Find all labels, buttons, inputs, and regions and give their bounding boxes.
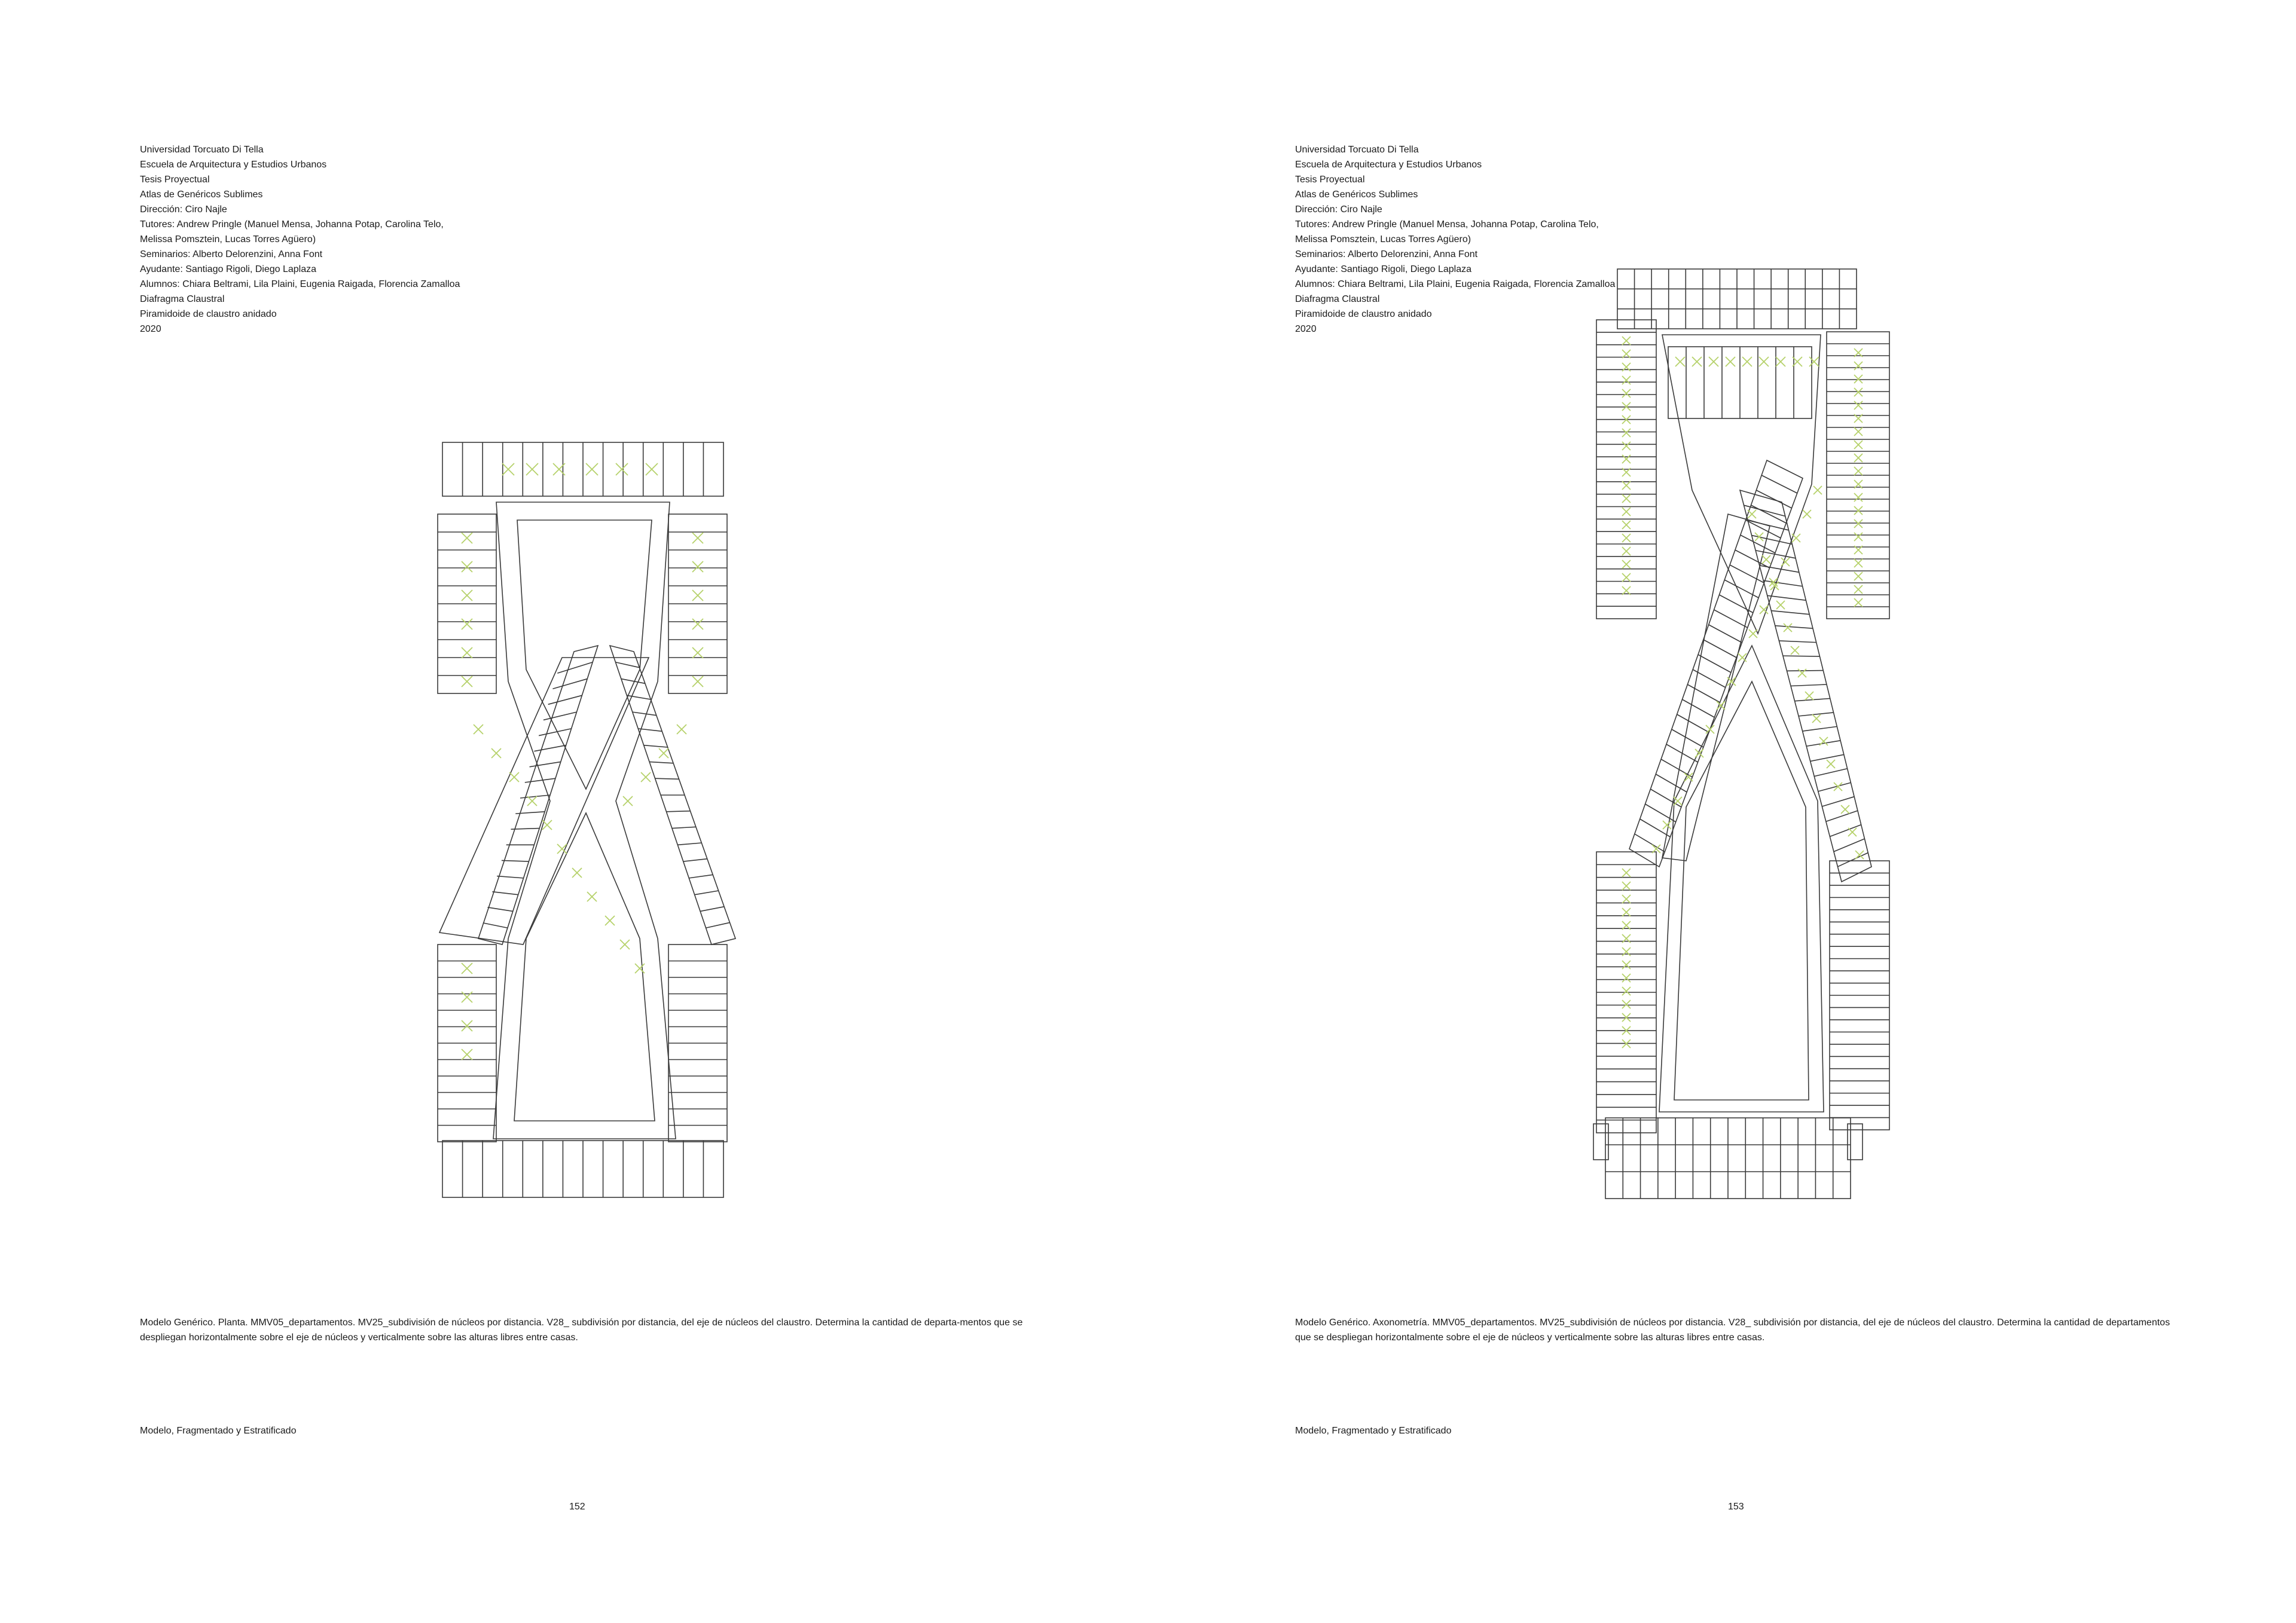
plan-grid [438, 442, 730, 1197]
credit-line: Alumnos: Chiara Beltrami, Lila Plaini, Eugenia Raigada, Florencia Zamalloa [140, 279, 460, 289]
axonometric-drawing [1578, 263, 1889, 1219]
credits-block [140, 142, 523, 337]
credit-line: Escuela de Arquitectura y Estudios Urbanos [140, 160, 327, 170]
credit-line: 2020 [140, 324, 161, 334]
credit-line: Seminarios: Alberto Delorenzini, Anna Font [140, 249, 323, 259]
axon-outline [1593, 269, 1889, 1199]
credit-line: Melissa Pomsztein, Lucas Torres Agüero) [1295, 234, 1471, 244]
credit-line: Tutores: Andrew Pringle (Manuel Mensa, Johanna Potap, Carolina Telo, [140, 219, 444, 230]
page-number: 153 [1728, 1502, 1744, 1512]
credit-line: Ayudante: Santiago Rigoli, Diego Laplaza [140, 264, 317, 274]
credit-line: Diafragma Claustral [140, 294, 225, 304]
page-number: 152 [569, 1502, 585, 1512]
figure-caption: Modelo Genérico. Axonometría. MMV05_departamentos. MV25_subdivisión de núcleos por distancia. V28_ subdivisión por distancia, del eje de núcleos del claustro. Determina la cantidad de departamentos que se despliegan horizontalmente sobre el eje de núcleos y verticalmente sobre las alturas libres entre casas. [1295, 1318, 2170, 1343]
credit-line: Tesis Proyectual [140, 175, 210, 185]
credit-line: Piramidoide de claustro anidado [1295, 309, 1432, 319]
credit-line: Escuela de Arquitectura y Estudios Urbanos [1295, 160, 1482, 170]
credit-line: Seminarios: Alberto Delorenzini, Anna Font [1295, 249, 1478, 259]
section-title: Modelo, Fragmentado y Estratificado [1295, 1426, 1452, 1436]
plan-outline [438, 442, 735, 1197]
credit-line: Piramidoide de claustro anidado [140, 309, 277, 319]
credit-line: Diafragma Claustral [1295, 294, 1380, 304]
credit-line: Ayudante: Santiago Rigoli, Diego Laplaza [1295, 264, 1472, 274]
credit-line: Tesis Proyectual [1295, 175, 1365, 185]
credit-line: Atlas de Genéricos Sublimes [140, 189, 263, 200]
credit-line: Melissa Pomsztein, Lucas Torres Agüero) [140, 234, 316, 244]
credit-line: Atlas de Genéricos Sublimes [1295, 189, 1418, 200]
page-right [1148, 0, 2296, 1623]
credit-line: Universidad Torcuato Di Tella [1295, 145, 1419, 155]
section-title: Modelo, Fragmentado y Estratificado [140, 1426, 297, 1436]
credit-line: Dirección: Ciro Najle [140, 204, 227, 215]
credit-line: Dirección: Ciro Najle [1295, 204, 1382, 215]
credit-line: Alumnos: Chiara Beltrami, Lila Plaini, Eugenia Raigada, Florencia Zamalloa [1295, 279, 1616, 289]
credit-line: Universidad Torcuato Di Tella [140, 145, 264, 155]
plan-drawing [419, 418, 753, 1219]
axon-grid [1596, 269, 1889, 1199]
credit-line: 2020 [1295, 324, 1317, 334]
figure-caption: Modelo Genérico. Planta. MMV05_departamentos. MV25_subdivisión de núcleos por distancia. V28_ subdivisión por distancia, del eje de núcleos del claustro. Determina la cantidad de departa-mentos que se despliegan horizontalmente sobre el eje de núcleos y verticalmente sobre las alturas libres entre casas. [140, 1318, 1023, 1343]
credit-line: Tutores: Andrew Pringle (Manuel Mensa, Johanna Potap, Carolina Telo, [1295, 219, 1599, 230]
